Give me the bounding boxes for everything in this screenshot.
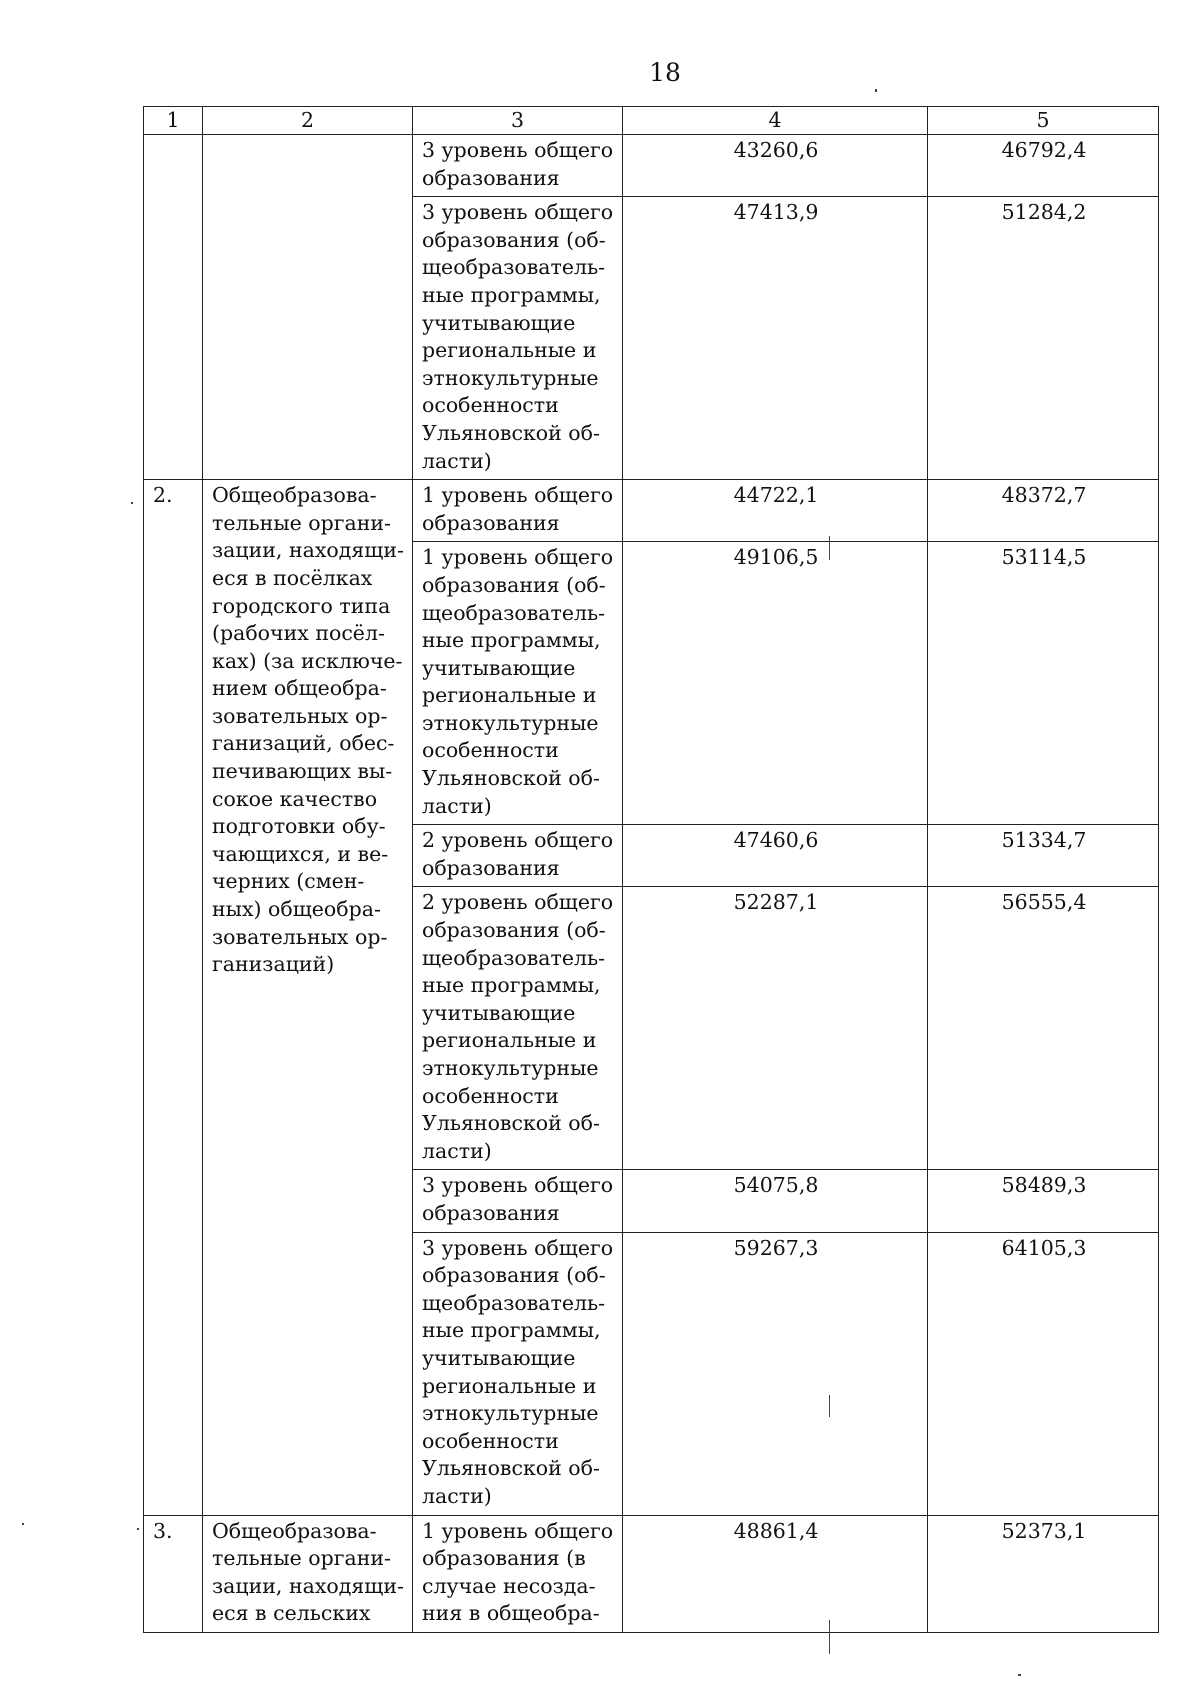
education-level-text: 2 уровень общего образования <box>422 828 614 880</box>
organization-type-text: Общеобразова- тельные органи- зации, находящи- еся в сельских <box>212 1518 404 1626</box>
page-number: 18 <box>649 58 681 87</box>
value-col-4: 49106,5 <box>623 542 928 825</box>
organization-type <box>203 480 413 1515</box>
organization-type <box>203 1515 413 1632</box>
education-level-text: 2 уровень общего образования (об- щеобразователь- ные программы, учитывающие региональные и этнокультурные особенности Ульяновской об- ласти) <box>422 890 614 1163</box>
education-level <box>413 825 623 887</box>
education-level-text: 3 уровень общего образования (об- щеобразователь- ные программы, учитывающие региональные и этнокультурные особенности Ульяновской об- ласти) <box>422 200 614 473</box>
table-row <box>144 135 1159 197</box>
scan-speck <box>829 1395 830 1417</box>
education-level-text: 3 уровень общего образования <box>422 1173 614 1225</box>
value-col-5: 58489,3 <box>928 1170 1159 1232</box>
value-col-5: 51334,7 <box>928 825 1159 887</box>
value-col-5: 48372,7 <box>928 480 1159 542</box>
header-col-2: 2 <box>203 107 413 135</box>
education-level-text: 1 уровень общего образования (об- щеобразователь- ные программы, учитывающие региональные и этнокультурные особенности Ульяновской об- ласти) <box>422 545 614 818</box>
header-col-3: 3 <box>413 107 623 135</box>
table-row <box>144 1515 1159 1632</box>
scan-speck <box>875 89 877 92</box>
header-row <box>144 107 1159 135</box>
education-level <box>413 887 623 1170</box>
education-level <box>413 1232 623 1515</box>
education-level <box>413 135 623 197</box>
value-col-4: 47460,6 <box>623 825 928 887</box>
education-level-text: 1 уровень общего образования <box>422 483 614 535</box>
value-col-4: 44722,1 <box>623 480 928 542</box>
education-level <box>413 542 623 825</box>
organization-type-text: Общеобразова- тельные органи- зации, находящи- еся в посёлках городского типа (рабочих посёл- ках) (за исключе- нием общеобра- зовательных ор- ганизаций, обес- печивающих вы- сокое качество подготовки обу- чающихся, и ве- черних (смен- ных) общеобра- зовательных ор- ганизаций) <box>212 483 404 977</box>
value-col-5: 53114,5 <box>928 542 1159 825</box>
header-col-4: 4 <box>623 107 928 135</box>
value-col-5: 46792,4 <box>928 135 1159 197</box>
scan-speck <box>22 1523 24 1525</box>
table-body <box>144 135 1159 1633</box>
education-level <box>413 480 623 542</box>
tariff-table <box>143 106 1159 1633</box>
education-level-text: 3 уровень общего образования (об- щеобразователь- ные программы, учитывающие региональные и этнокультурные особенности Ульяновской об- ласти) <box>422 1235 614 1508</box>
row-number <box>144 135 203 480</box>
header-col-1: 1 <box>144 107 203 135</box>
education-level <box>413 197 623 480</box>
scan-speck <box>829 1620 830 1654</box>
value-col-4: 43260,6 <box>623 135 928 197</box>
value-col-5: 56555,4 <box>928 887 1159 1170</box>
scan-speck <box>1018 1674 1021 1676</box>
value-col-4: 52287,1 <box>623 887 928 1170</box>
organization-type <box>203 135 413 480</box>
value-col-4: 47413,9 <box>623 197 928 480</box>
value-col-5: 64105,3 <box>928 1232 1159 1515</box>
scan-speck <box>137 1528 139 1530</box>
education-level-text: 3 уровень общего образования <box>422 138 614 190</box>
education-level <box>413 1515 623 1632</box>
value-col-5: 51284,2 <box>928 197 1159 480</box>
scan-speck <box>131 502 133 504</box>
row-number: 3. <box>144 1515 203 1632</box>
scan-speck <box>829 536 830 560</box>
value-col-4: 54075,8 <box>623 1170 928 1232</box>
value-col-5: 52373,1 <box>928 1515 1159 1632</box>
education-level <box>413 1170 623 1232</box>
table-row <box>144 480 1159 542</box>
value-col-4: 59267,3 <box>623 1232 928 1515</box>
education-level-text: 1 уровень общего образования (в случае несозда- ния в общеобра- <box>422 1518 614 1626</box>
row-number: 2. <box>144 480 203 1515</box>
header-col-5: 5 <box>928 107 1159 135</box>
value-col-4: 48861,4 <box>623 1515 928 1632</box>
